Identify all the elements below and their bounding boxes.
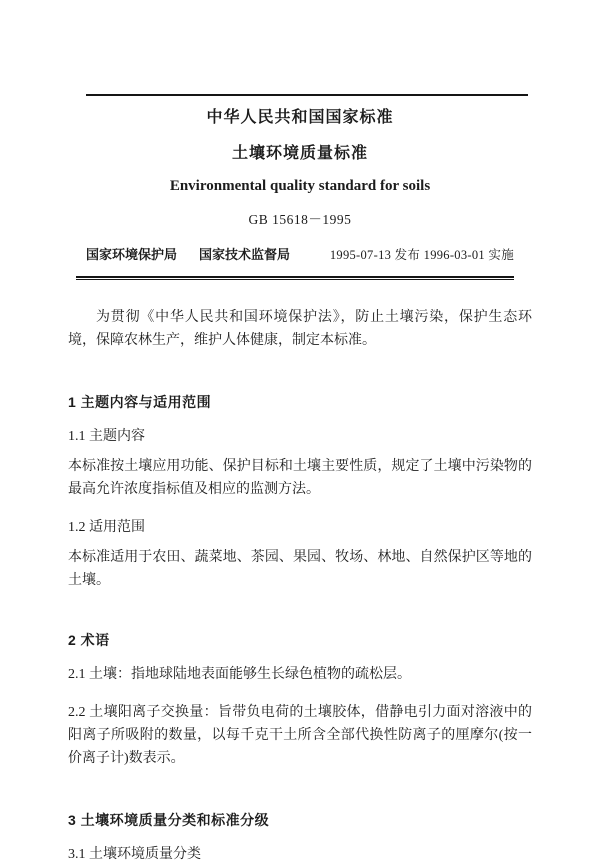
document-title-cn: 土壤环境质量标准 — [231, 145, 368, 162]
implementation-date: 1996-03-01 实施 — [423, 248, 514, 262]
section-3-1-subheading: 3.1 土壤环境质量分类 — [68, 847, 201, 862]
section-3-heading: 3 土壤环境质量分类和标准分级 — [68, 812, 270, 828]
section-1-1-subheading: 1.1 主题内容 — [68, 429, 145, 444]
section-1-2-paragraph: 本标准适用于农田、蔬菜地、茶园、果园、牧场、林地、自然保护区等地的土壤。 — [68, 550, 532, 588]
section-1-2-subheading: 1.2 适用范围 — [68, 520, 145, 535]
standard-number: GB 15618－1995 — [248, 212, 352, 227]
header-bottom-rule — [76, 276, 514, 280]
foreword-paragraph: 为贯彻《中华人民共和国环境保护法》，防止土壤污染，保护生态环境，保障农林生产，维护人体健康，制定本标准。 — [68, 310, 532, 348]
national-standard-label: 中华人民共和国国家标准 — [206, 109, 394, 126]
issue-dates — [330, 248, 514, 263]
issue-date: 1995-07-13 发布 — [329, 248, 421, 262]
section-1-1-paragraph: 本标准按土壤应用功能、保护目标和土壤主要性质，规定了土壤中污染物的最高允许浓度指标值及相应的监测方法。 — [68, 459, 532, 497]
section-1-heading: 1 主题内容与适用范围 — [68, 394, 212, 410]
issuing-agency-1: 国家环境保护局 — [86, 247, 178, 262]
document-title-en: Environmental quality standard for soils — [169, 178, 431, 194]
issuing-agency-2: 国家技术监督局 — [199, 247, 291, 262]
issuing-agencies — [86, 247, 290, 262]
section-2-2-paragraph: 2.2 土壤阳离子交换量：旨带负电荷的土壤胶体，借静电引力面对溶液中的阳离子所吸附的数量，以每千克干土所含全部代换性防离子的厘摩尔(按一价离子计)数表示。 — [68, 705, 532, 766]
section-2-heading: 2 术语 — [68, 632, 110, 648]
section-2-1-paragraph: 2.1 土壤：指地球陆地表面能够生长绿色植物的疏松层。 — [68, 667, 411, 682]
header-top-rule — [86, 94, 528, 96]
agency-row — [86, 247, 514, 263]
